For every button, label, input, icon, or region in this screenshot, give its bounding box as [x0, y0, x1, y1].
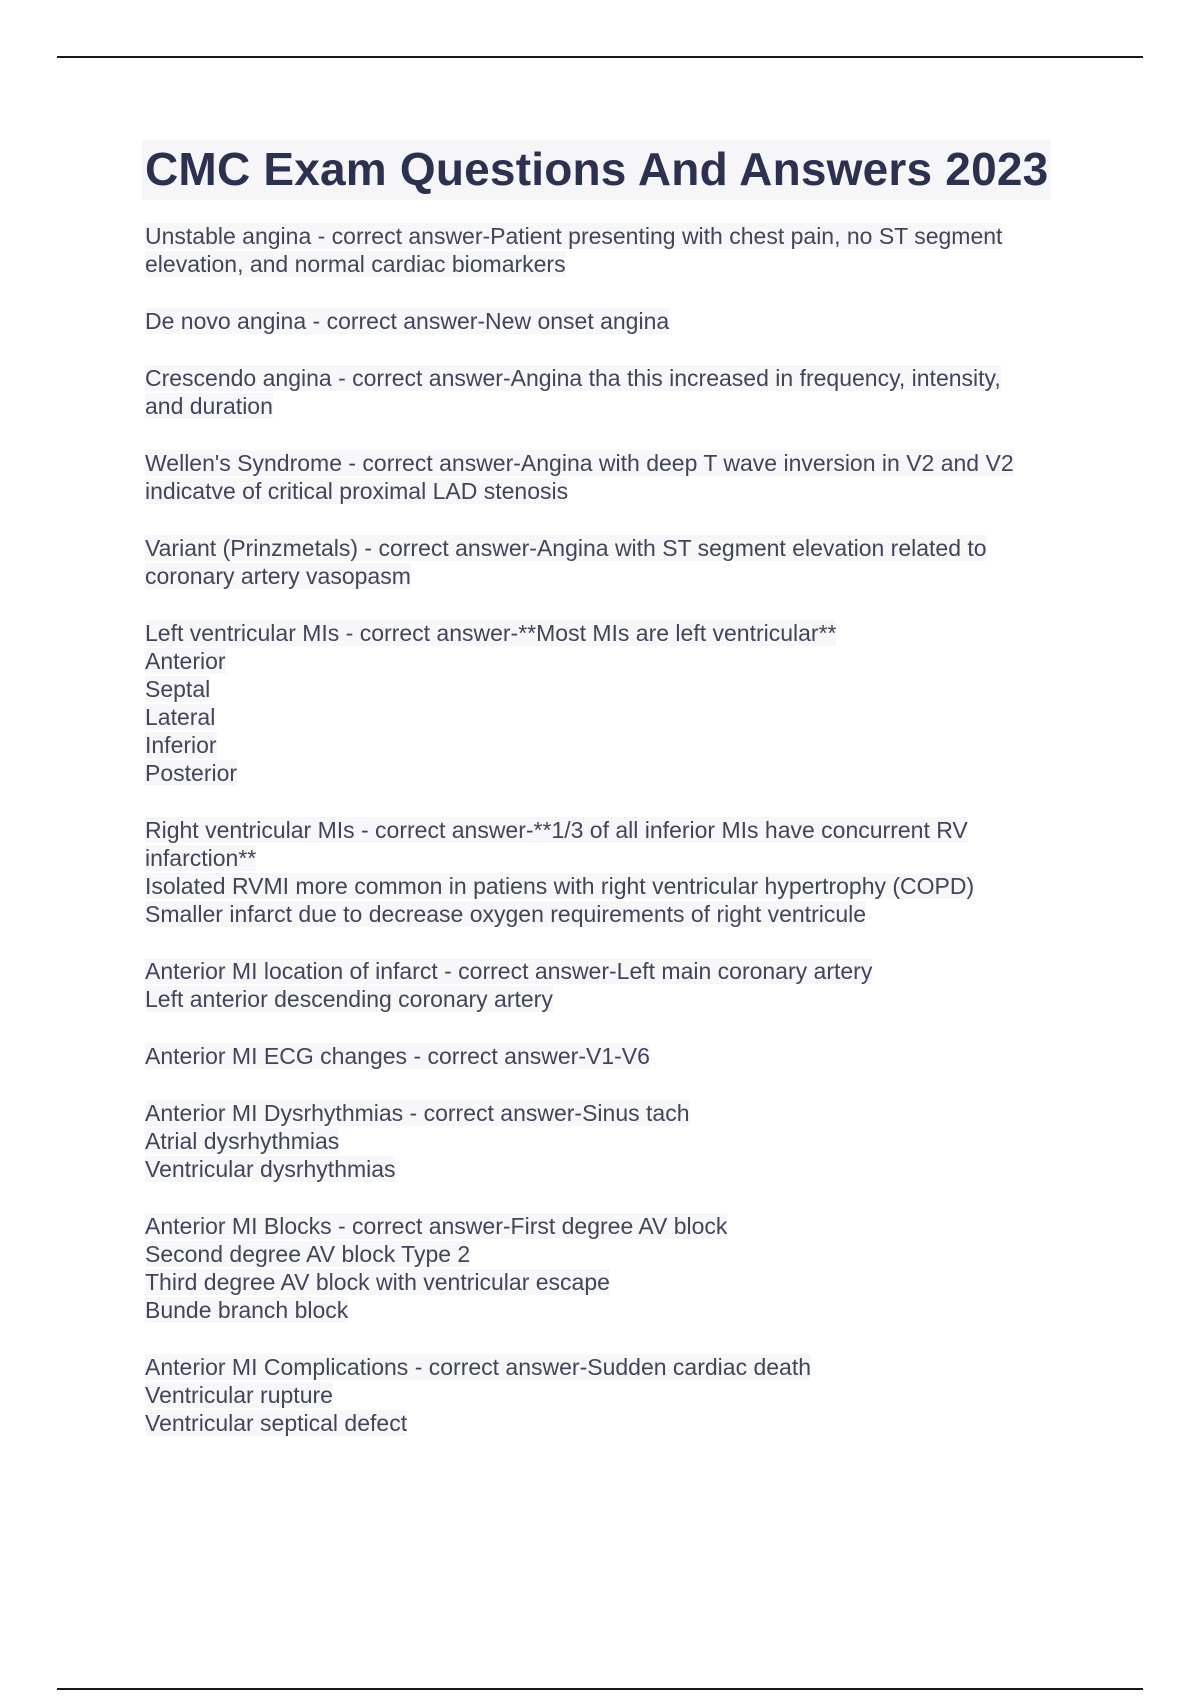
qa-question-line [145, 957, 1095, 985]
qa-entry [145, 1353, 1095, 1437]
qa-line-text: Second degree AV block Type 2 [145, 1241, 471, 1267]
qa-answer-line [145, 1381, 1095, 1409]
qa-answer-line [145, 1268, 1095, 1296]
qa-question-line [145, 307, 1095, 335]
qa-line-text: Anterior [145, 648, 226, 674]
qa-entry [145, 957, 1095, 1013]
qa-line-text: Ventricular dysrhythmias [145, 1156, 396, 1182]
qa-line-text: and duration [145, 393, 273, 419]
qa-answer-line [145, 392, 1095, 420]
qa-line-text: coronary artery vasopasm [145, 563, 411, 589]
qa-answer-line [145, 675, 1095, 703]
document-body [145, 140, 1095, 1466]
qa-line-text: Anterior MI ECG changes - correct answer-V1-V6 [145, 1043, 650, 1069]
qa-line-text: Isolated RVMI more common in patiens with right ventricular hypertrophy (COPD) [145, 873, 975, 899]
qa-line-text: Wellen's Syndrome - correct answer-Angina with deep T wave inversion in V2 and V2 [145, 450, 1014, 476]
qa-answer-line [145, 562, 1095, 590]
qa-line-text: Lateral [145, 704, 216, 730]
qa-answer-line [145, 844, 1095, 872]
qa-answer-line [145, 250, 1095, 278]
qa-line-text: Anterior MI Complications - correct answer-Sudden cardiac death [145, 1354, 812, 1380]
qa-entry [145, 1042, 1095, 1070]
qa-line-text: Septal [145, 676, 211, 702]
qa-question-line [145, 364, 1095, 392]
qa-question-line [145, 1353, 1095, 1381]
qa-answer-line [145, 1127, 1095, 1155]
qa-entry [145, 1099, 1095, 1183]
qa-line-text: Variant (Prinzmetals) - correct answer-Angina with ST segment elevation related to [145, 535, 987, 561]
qa-line-text: elevation, and normal cardiac biomarkers [145, 251, 566, 277]
qa-answer-line [145, 1409, 1095, 1437]
qa-line-text: Left anterior descending coronary artery [145, 986, 553, 1012]
qa-entry [145, 534, 1095, 590]
qa-question-line [145, 1099, 1095, 1127]
qa-line-text: Inferior [145, 732, 217, 758]
qa-answer-line [145, 1240, 1095, 1268]
qa-question-line [145, 1042, 1095, 1070]
qa-question-line [145, 1212, 1095, 1240]
qa-line-text: De novo angina - correct answer-New onset angina [145, 308, 670, 334]
qa-list [145, 222, 1095, 1437]
qa-question-line [145, 449, 1095, 477]
qa-line-text: Ventricular septical defect [145, 1410, 408, 1436]
qa-line-text: Ventricular rupture [145, 1382, 333, 1408]
qa-entry [145, 449, 1095, 505]
qa-line-text: Anterior MI Dysrhythmias - correct answer-Sinus tach [145, 1100, 690, 1126]
qa-line-text: Unstable angina - correct answer-Patient presenting with chest pain, no ST segment [145, 223, 1003, 249]
qa-line-text: Atrial dysrhythmias [145, 1128, 340, 1154]
qa-entry [145, 307, 1095, 335]
qa-answer-line [145, 477, 1095, 505]
qa-answer-line [145, 1296, 1095, 1324]
qa-line-text: Posterior [145, 760, 238, 786]
qa-line-text: indicatve of critical proximal LAD stenosis [145, 478, 569, 504]
qa-entry [145, 619, 1095, 787]
qa-line-text: Smaller infarct due to decrease oxygen requirements of right ventricule [145, 901, 867, 927]
page-title: CMC Exam Questions And Answers 2023 [142, 140, 1051, 200]
qa-answer-line [145, 985, 1095, 1013]
qa-question-line [145, 222, 1095, 250]
qa-answer-line [145, 900, 1095, 928]
qa-question-line [145, 619, 1095, 647]
qa-line-text: Bunde branch block [145, 1297, 349, 1323]
qa-question-line [145, 816, 1095, 844]
qa-line-text: Left ventricular MIs - correct answer-**Most MIs are left ventricular** [145, 620, 837, 646]
qa-answer-line [145, 1155, 1095, 1183]
qa-entry [145, 816, 1095, 928]
top-rule [57, 56, 1143, 58]
qa-answer-line [145, 759, 1095, 787]
qa-line-text: Right ventricular MIs - correct answer-**1/3 of all inferior MIs have concurrent RV [145, 817, 968, 843]
qa-answer-line [145, 872, 1095, 900]
bottom-rule [57, 1688, 1143, 1690]
qa-line-text: Third degree AV block with ventricular escape [145, 1269, 610, 1295]
qa-line-text: infarction** [145, 845, 257, 871]
qa-line-text: Anterior MI location of infarct - correct answer-Left main coronary artery [145, 958, 873, 984]
qa-line-text: Crescendo angina - correct answer-Angina tha this increased in frequency, intensity, [145, 365, 1001, 391]
qa-entry [145, 222, 1095, 278]
qa-line-text: Anterior MI Blocks - correct answer-First degree AV block [145, 1213, 728, 1239]
qa-entry [145, 1212, 1095, 1324]
qa-entry [145, 364, 1095, 420]
qa-answer-line [145, 703, 1095, 731]
qa-answer-line [145, 647, 1095, 675]
qa-answer-line [145, 731, 1095, 759]
qa-question-line [145, 534, 1095, 562]
